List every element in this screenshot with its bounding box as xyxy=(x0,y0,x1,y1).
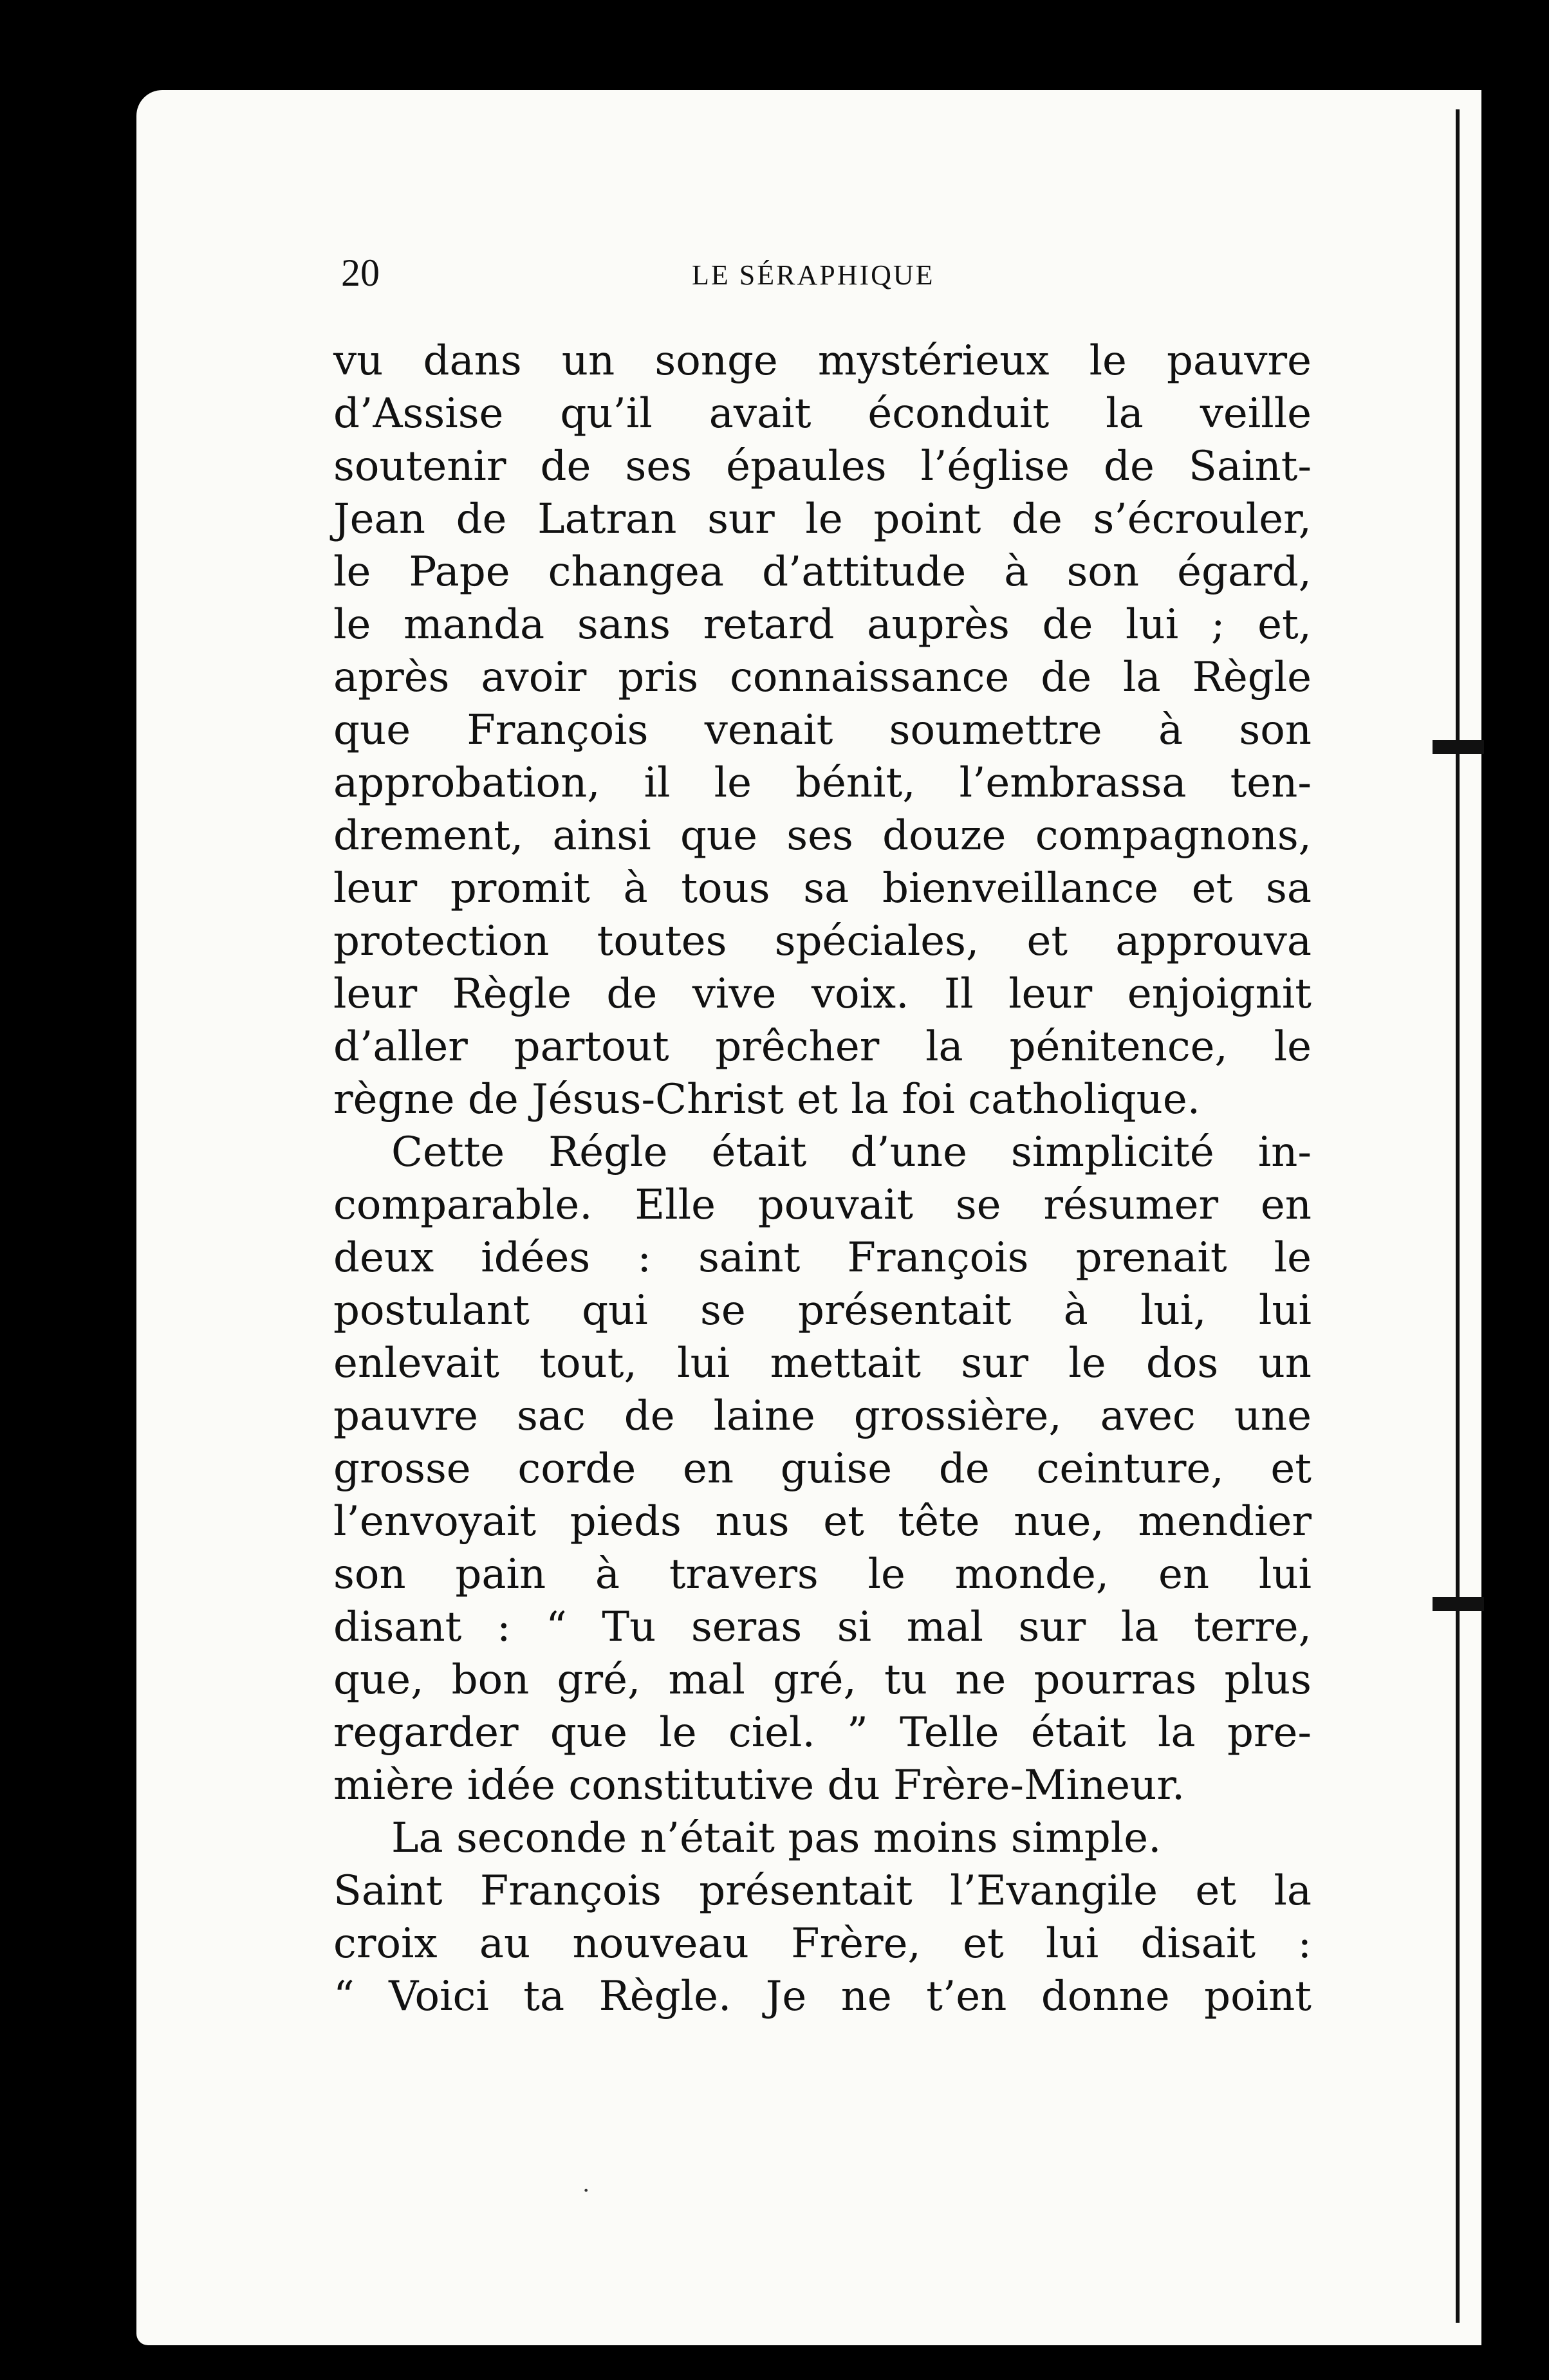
text-line: disant : “ Tu seras si mal sur la terre, xyxy=(333,1603,1312,1651)
text-line: enlevait tout, lui mettait sur le dos un xyxy=(333,1340,1312,1387)
text-line: comparable. Elle pouvait se résumer en xyxy=(333,1181,1312,1229)
running-title: LE SÉRAPHIQUE xyxy=(692,259,935,291)
text-line: que, bon gré, mal gré, tu ne pourras plus xyxy=(333,1656,1312,1704)
text-line: vu dans un songe mystérieux le pauvre xyxy=(333,337,1312,385)
text-line: drement, ainsi que ses douze compagnons, xyxy=(333,812,1312,860)
text-line: regarder que le ciel. ” Telle était la pre- xyxy=(333,1709,1312,1757)
text-line: que François venait soumettre à son xyxy=(333,706,1312,754)
text-line: son pain à travers le monde, en lui xyxy=(333,1551,1312,1598)
body-text xyxy=(333,335,1312,2023)
binding-mark xyxy=(1433,1597,1484,1611)
binding-edge-rule xyxy=(1456,109,1460,2323)
text-line: Jean de Latran sur le point de s’écrouler, xyxy=(333,495,1312,543)
text-line: La seconde n’était pas moins simple. xyxy=(391,1814,1162,1862)
text-line: approbation, il le bénit, l’embrassa ten- xyxy=(333,759,1312,807)
text-line: règne de Jésus-Christ et la foi catholique. xyxy=(333,1076,1201,1123)
text-line: deux idées : saint François prenait le xyxy=(333,1234,1312,1282)
text-line: mière idée constitutive du Frère-Mineur. xyxy=(333,1762,1185,1809)
text-line: leur Règle de vive voix. Il leur enjoignit xyxy=(333,970,1312,1018)
text-line: après avoir pris connaissance de la Règle xyxy=(333,654,1312,701)
text-line: leur promit à tous sa bienveillance et sa xyxy=(333,865,1312,912)
text-line: le manda sans retard auprès de lui ; et, xyxy=(333,601,1312,649)
scan-speck: · xyxy=(582,2178,590,2204)
text-line: postulant qui se présentait à lui, lui xyxy=(333,1287,1312,1334)
text-line: pauvre sac de laine grossière, avec une xyxy=(333,1392,1312,1440)
text-line: protection toutes spéciales, et approuva xyxy=(333,918,1312,965)
text-line: Cette Régle était d’une simplicité in- xyxy=(391,1129,1312,1176)
binding-mark xyxy=(1433,740,1484,754)
text-line: l’envoyait pieds nus et tête nue, mendier xyxy=(333,1498,1312,1545)
text-line: d’aller partout prêcher la pénitence, le xyxy=(333,1023,1312,1071)
text-line: le Pape changea d’attitude à son égard, xyxy=(333,548,1312,596)
text-line: “ Voici ta Règle. Je ne t’en donne point xyxy=(333,1973,1312,2020)
text-line: soutenir de ses épaules l’église de Saint- xyxy=(333,443,1312,490)
text-line: d’Assise qu’il avait éconduit la veille xyxy=(333,390,1312,438)
page-number: 20 xyxy=(341,252,380,294)
page-header xyxy=(341,251,1371,302)
text-line: croix au nouveau Frère, et lui disait : xyxy=(333,1920,1312,1968)
text-line: Saint François présentait l’Evangile et la xyxy=(333,1867,1312,1915)
text-line: grosse corde en guise de ceinture, et xyxy=(333,1445,1312,1493)
